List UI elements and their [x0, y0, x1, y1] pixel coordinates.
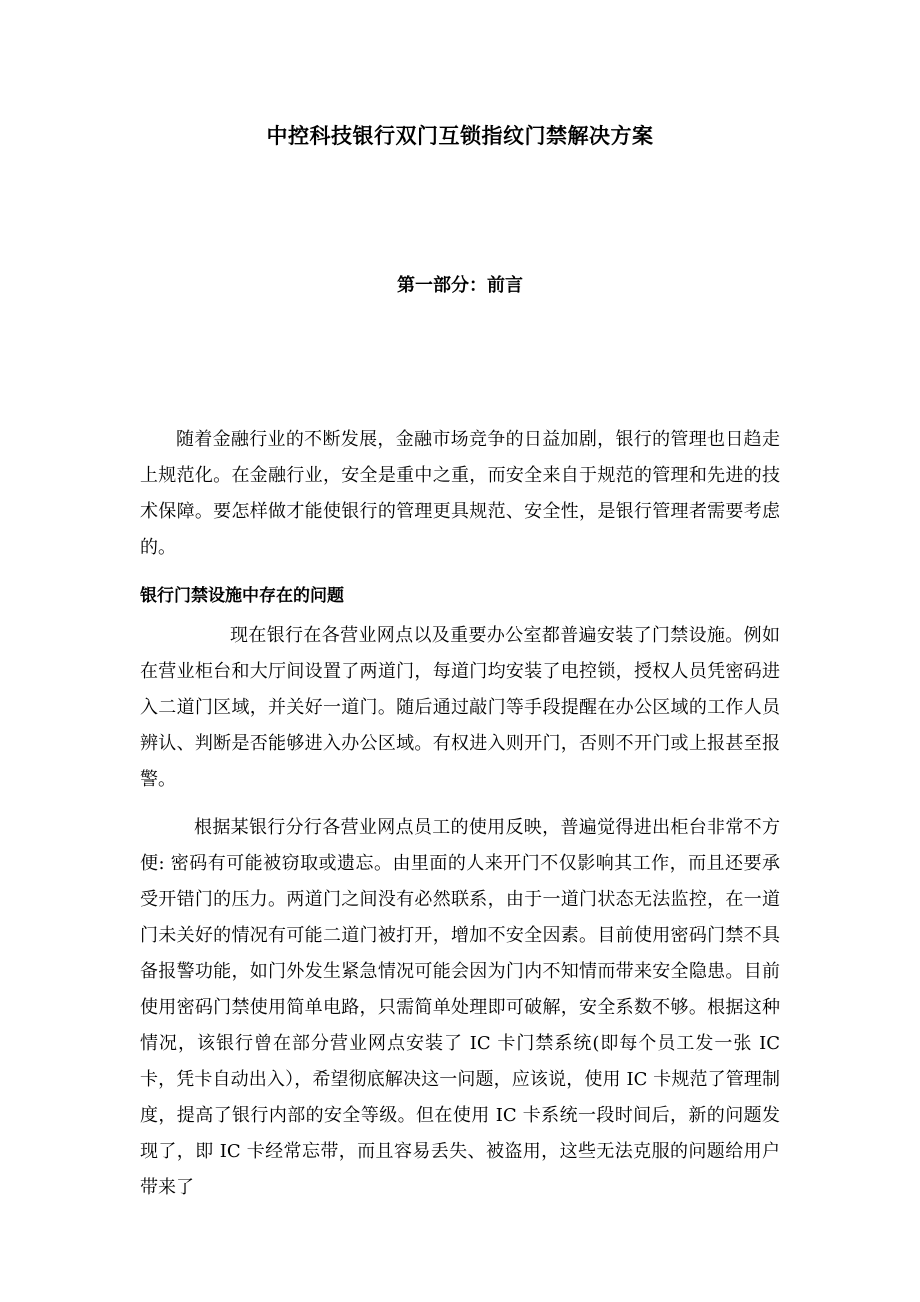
document-title: 中控科技银行双门互锁指纹门禁解决方案 [266, 123, 654, 148]
section-heading-preface: 第一部分：前言 [397, 275, 523, 296]
paragraph-feedback: 根据某银行分行各营业网点员工的使用反映，普遍觉得进出柜台非常不方便: 密码有可能被窃取或遗忘。由里面的人来开门不仅影响其工作，而且还要承受开错门的压力。两道门之间没有必然联系，由于一道门状态无法监控，在一道门未关好的情况有可能二道门被打开，增加不安全因素。目前使用密码门禁不具备报警功能，如门外发生紧急情况可能会因为门内不知情而带来安全隐患。目前使用密码门禁使用简单电路，只需简单处理即可破解，安全系数不够。根据这种情况，该银行曾在部分营业网点安装了 IC 卡门禁系统(即每个员工发一张 IC 卡，凭卡自动出入），希望彻底解决这一问题，应该说，使用 IC 卡规范了管理制度，提高了银行内部的安全等级。但在使用 IC 卡系统一段时间后，新的问题发现了，即 IC 卡经常忘带，而且容易丢失、被盗用，这些无法克服的问题给用户带来了 [140, 817, 780, 1198]
subheading-problems: 银行门禁设施中存在的问题 [140, 586, 344, 606]
paragraph-intro: 随着金融行业的不断发展，金融市场竞争的日益加剧，银行的管理也日趋走上规范化。在金融行业，安全是重中之重，而安全来自于规范的管理和先进的技术保障。要怎样做才能使银行的管理更具规范、安全性，是银行管理者需要考虑的。 [140, 429, 780, 558]
paragraph-current-status: 现在银行在各营业网点以及重要办公室都普遍安装了门禁设施。例如在营业柜台和大厅间设置了两道门，每道门均安装了电控锁，授权人员凭密码进入二道门区域，并关好一道门。随后通过敲门等手段提醒在办公区域的工作人员辨认、判断是否能够进入办公区域。有权进入则开门，否则不开门或上报甚至报警。 [140, 625, 780, 790]
